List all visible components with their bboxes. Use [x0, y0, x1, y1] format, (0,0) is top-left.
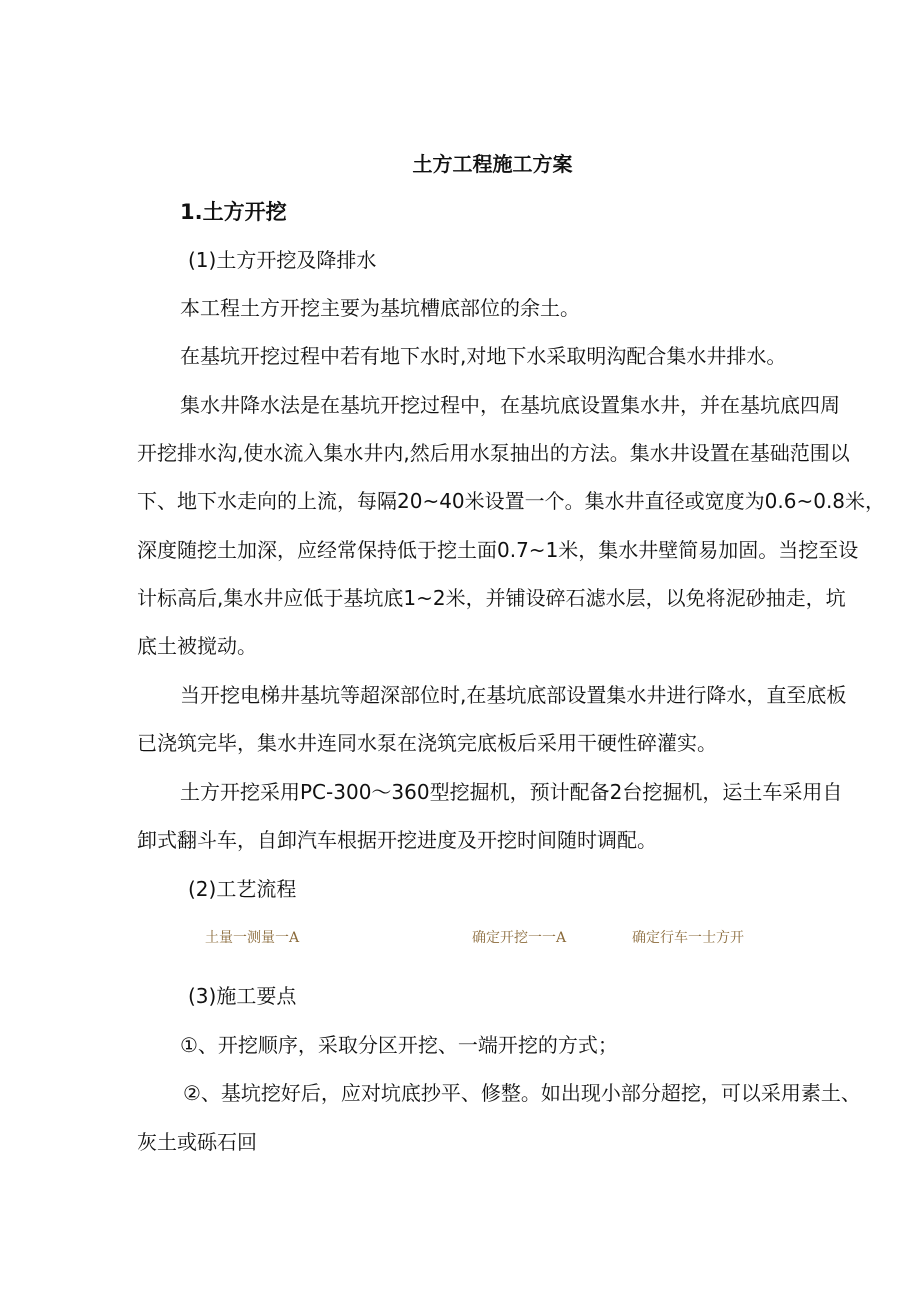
paragraph-5-line-1: 土方开挖采用PC-300～360型挖掘机，预计配备2台挖掘机，运土车采用自 — [180, 780, 843, 804]
subsection-heading-1: (1)土方开挖及降排水 — [188, 248, 377, 272]
section-heading: 1.土方开挖 — [180, 200, 287, 224]
paragraph-3-line-2: 开挖排水沟,使水流入集水井内,然后用水泵抽出的方法。集水井设置在基础范围以 — [137, 441, 850, 465]
point-1: ①、开挖顺序，采取分区开挖、一端开挖的方式； — [180, 1033, 618, 1057]
flow-step-3: 确定行车一士方开 — [632, 930, 744, 946]
paragraph-3-line-6: 底土被搅动。 — [137, 634, 257, 658]
paragraph-4-line-1: 当开挖电梯井基坑等超深部位时,在基坑底部设置集水井进行降水，直至底板 — [180, 683, 847, 707]
paragraph-3-line-5: 计标高后,集水井应低于基坑底1~2米，并铺设碎石滤水层，以免将泥砂抽走，坑 — [137, 586, 846, 610]
paragraph-3-line-1: 集水井降水法是在基坑开挖过程中，在基坑底设置集水井，并在基坑底四周 — [180, 393, 840, 417]
paragraph-4-line-2: 已浇筑完毕，集水井连同水泵在浇筑完底板后采用干硬性碎灌实。 — [137, 731, 717, 755]
flow-step-1: 土量一测量一A — [205, 930, 300, 946]
subsection-heading-3: (3)施工要点 — [188, 984, 297, 1008]
subsection-heading-2: (2)工艺流程 — [188, 877, 297, 901]
flow-step-2: 确定开挖一一A — [472, 930, 567, 946]
paragraph-1: 本工程土方开挖主要为基坑槽底部位的余土。 — [180, 296, 580, 320]
point-2-line-1: ②、基坑挖好后，应对坑底抄平、修整。如出现小部分超挖，可以采用素土、 — [183, 1081, 861, 1105]
paragraph-2: 在基坑开挖过程中若有地下水时,对地下水采取明沟配合集水井排水。 — [180, 344, 787, 368]
paragraph-3-line-3: 下、地下水走向的上流，每隔20~40米设置一个。集水井直径或宽度为0.6~0.8米， — [137, 489, 886, 513]
document-title: 土方工程施工方案 — [412, 152, 573, 176]
paragraph-3-line-4: 深度随挖土加深，应经常保持低于挖土面0.7~1米，集水井壁简易加固。当挖至设 — [137, 538, 859, 562]
paragraph-5-line-2: 卸式翻斗车，自卸汽车根据开挖进度及开挖时间随时调配。 — [137, 828, 657, 852]
point-2-line-2: 灰土或砾石回 — [137, 1130, 257, 1154]
